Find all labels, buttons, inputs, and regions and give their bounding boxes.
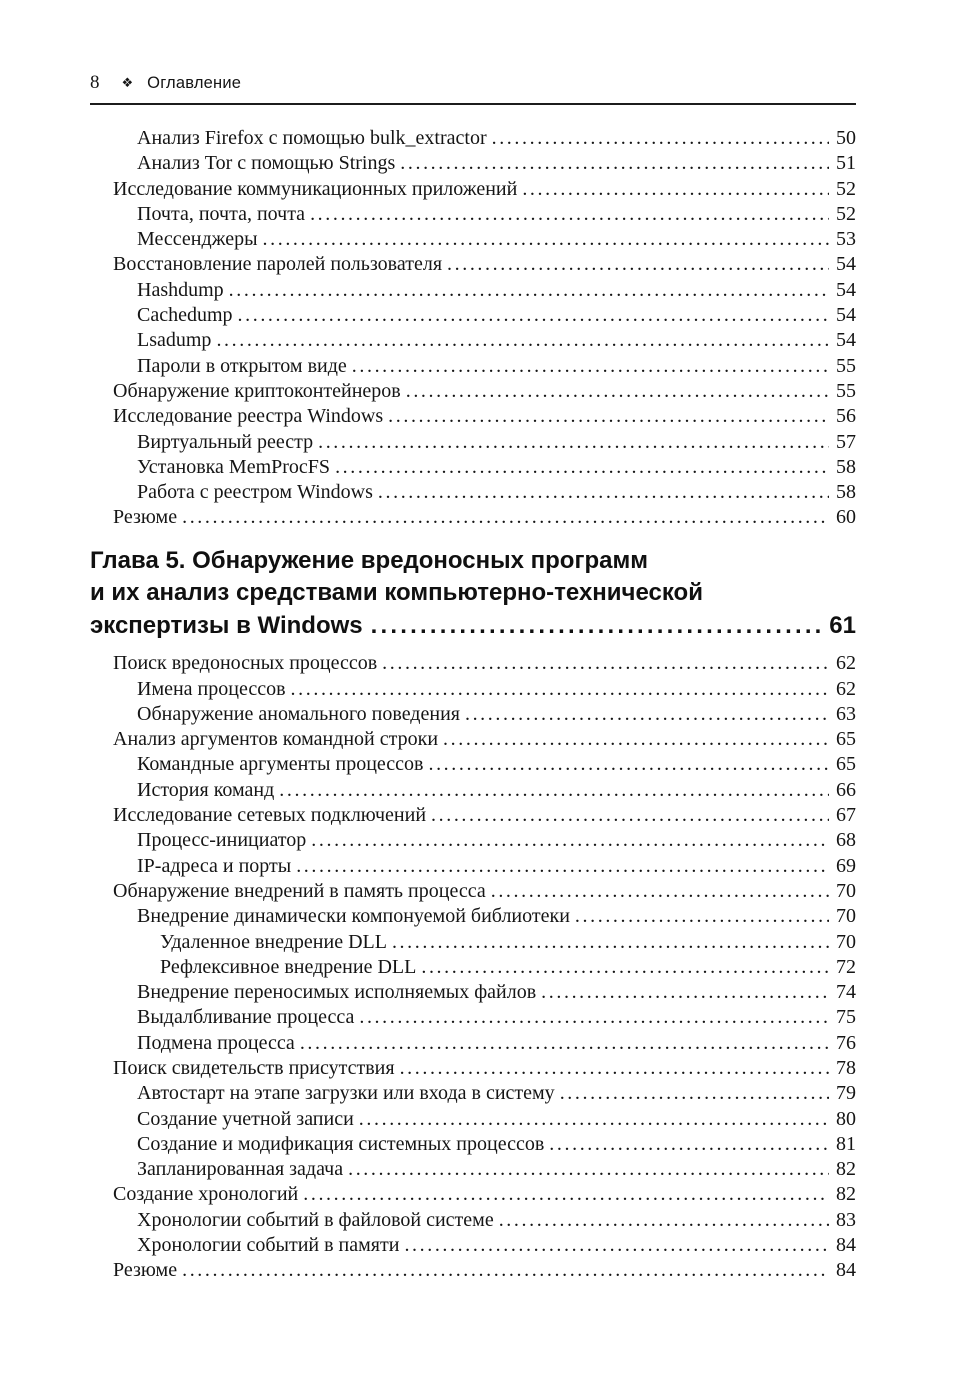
toc-entry-page: 70 <box>836 905 856 928</box>
toc-entry-label: Хронологии событий в памяти <box>137 1234 400 1257</box>
toc-entry-page: 74 <box>836 981 856 1004</box>
toc-entry <box>90 702 856 727</box>
chapter-heading-line: Глава 5. Обнаружение вредоносных программ <box>90 546 648 574</box>
toc-entry <box>90 778 856 803</box>
toc-entry-label: Имена процессов <box>137 677 286 700</box>
chapter-heading-label: экспертизы в Windows <box>90 611 363 639</box>
toc-entry-page: 83 <box>836 1208 856 1231</box>
toc-entry-page: 80 <box>836 1107 856 1130</box>
toc-entry <box>90 727 856 752</box>
toc-entry <box>90 303 856 328</box>
dot-leader <box>378 480 829 500</box>
toc-entry-page: 72 <box>836 955 856 978</box>
toc-entry-label: Рефлексивное внедрение DLL <box>160 955 417 978</box>
toc-entry-label: Поиск свидетельств присутствия <box>113 1057 395 1079</box>
toc-entry <box>90 404 856 429</box>
toc-entry <box>90 1005 856 1030</box>
dot-leader <box>296 854 829 874</box>
dot-leader <box>303 1182 829 1202</box>
toc-entry <box>90 227 856 252</box>
toc-entry-page: 63 <box>836 702 856 725</box>
toc-entry-page: 56 <box>836 405 856 428</box>
toc-entry-label: Хронологии событий в файловой системе <box>137 1208 494 1231</box>
dot-leader <box>447 252 829 272</box>
toc-entry-label: Резюме <box>113 1259 178 1282</box>
toc-entry <box>90 1107 856 1132</box>
toc-entry-label: Обнаружение внедрений в память процесса <box>113 879 486 902</box>
dot-leader <box>392 930 829 950</box>
toc-entry-page: 57 <box>836 430 856 453</box>
toc-entry <box>90 1182 856 1207</box>
toc-entry-page: 82 <box>836 1183 856 1206</box>
toc-entry <box>90 1233 856 1258</box>
dot-leader <box>182 505 829 525</box>
toc-entry-page: 84 <box>836 1259 856 1282</box>
dot-leader <box>359 1107 829 1127</box>
toc-entry-page: 58 <box>836 455 856 478</box>
toc-entry <box>90 879 856 904</box>
toc-entry-label: Исследование сетевых подключений <box>113 804 427 827</box>
toc-entry-label: Работа с реестром Windows <box>137 481 373 504</box>
toc-entry <box>90 1258 856 1283</box>
dot-leader <box>431 803 829 823</box>
toc-section-2 <box>90 651 856 1283</box>
toc-entry-page: 55 <box>836 354 856 377</box>
toc-entry-label: Cachedump <box>137 304 233 327</box>
toc-entry-label: Обнаружение аномального поведения <box>137 702 460 725</box>
dot-leader <box>279 778 829 798</box>
toc-entry-label: Пароли в открытом виде <box>137 354 347 377</box>
toc-entry-label: Анализ Firefox с помощью bulk_extractor <box>137 127 487 149</box>
toc-entry <box>90 1208 856 1233</box>
toc-entry <box>90 904 856 929</box>
toc-entry-page: 84 <box>836 1234 856 1257</box>
toc-section-1 <box>90 126 856 531</box>
toc-entry <box>90 430 856 455</box>
toc-entry-page: 50 <box>836 127 856 149</box>
dot-leader <box>560 1081 829 1101</box>
toc-entry-page: 58 <box>836 481 856 504</box>
toc-entry <box>90 980 856 1005</box>
toc-entry-page: 68 <box>836 829 856 852</box>
toc-entry <box>90 505 856 530</box>
toc-entry <box>90 1081 856 1106</box>
toc-entry <box>90 379 856 404</box>
dot-leader <box>263 227 829 247</box>
toc-entry-page: 62 <box>836 677 856 700</box>
toc-entry <box>90 1031 856 1056</box>
dot-leader <box>400 151 829 171</box>
toc-entry-label: Обнаружение криптоконтейнеров <box>113 379 401 402</box>
toc-entry <box>90 651 856 676</box>
toc-entry-page: 67 <box>836 804 856 827</box>
dot-leader <box>388 404 829 424</box>
dot-leader <box>318 430 829 450</box>
diamond-icon: ❖ <box>121 75 134 90</box>
running-head-title: Оглавление <box>147 74 242 92</box>
toc-entry-page: 65 <box>836 753 856 776</box>
toc-entry-label: Удаленное внедрение DLL <box>160 930 387 953</box>
toc-entry-page: 78 <box>836 1057 856 1079</box>
toc-entry <box>90 177 856 202</box>
toc-entry-label: Внедрение динамически компонуемой библиотеки <box>137 905 570 928</box>
running-head <box>90 72 856 105</box>
toc-entry <box>90 854 856 879</box>
dot-leader <box>428 752 829 772</box>
toc-entry <box>90 480 856 505</box>
toc-entry-page: 70 <box>836 930 856 953</box>
page-number: 8 <box>90 72 100 93</box>
toc-entry <box>90 354 856 379</box>
toc-entry-page: 54 <box>836 329 856 352</box>
toc-entry-label: IP-адреса и порты <box>137 854 292 877</box>
toc-entry-page: 79 <box>836 1082 856 1105</box>
toc-entry-label: Виртуальный реестр <box>137 430 314 453</box>
dot-leader <box>404 1233 829 1253</box>
toc-entry <box>90 126 856 151</box>
toc-entry <box>90 1157 856 1182</box>
toc-entry-page: 54 <box>836 278 856 301</box>
toc-entry-page: 75 <box>836 1006 856 1029</box>
toc-entry <box>90 151 856 176</box>
toc-entry <box>90 202 856 227</box>
toc-entry-page: 51 <box>836 152 856 175</box>
toc-entry-page: 81 <box>836 1132 856 1155</box>
toc-entry-label: Автостарт на этапе загрузки или входа в систему <box>137 1082 555 1105</box>
toc-entry-label: Выдалбливание процесса <box>137 1006 355 1029</box>
toc-entry-label: Анализ аргументов командной строки <box>113 728 439 751</box>
toc-entry <box>90 930 856 955</box>
toc-entry <box>90 1132 856 1157</box>
dot-leader <box>499 1208 829 1228</box>
dot-leader <box>359 1005 829 1025</box>
toc-entry-label: Командные аргументы процессов <box>137 753 424 776</box>
dot-leader <box>492 126 829 146</box>
toc-entry-page: 76 <box>836 1031 856 1054</box>
toc-entry-label: Запланированная задача <box>137 1158 344 1181</box>
toc-entry <box>90 328 856 353</box>
dot-leader <box>216 328 829 348</box>
toc-entry-page: 66 <box>836 778 856 801</box>
dot-leader <box>522 177 829 197</box>
toc-entry-page: 52 <box>836 202 856 225</box>
toc-entry-label: Создание учетной записи <box>137 1107 354 1130</box>
toc-entry-label: Поиск вредоносных процессов <box>113 652 378 675</box>
dot-leader <box>382 651 829 671</box>
dot-leader <box>421 955 829 975</box>
toc-entry-page: 54 <box>836 304 856 327</box>
toc-entry-label: Исследование коммуникационных приложений <box>113 177 518 200</box>
toc-entry-label: История команд <box>137 778 275 801</box>
toc-entry <box>90 955 856 980</box>
toc-entry <box>90 752 856 777</box>
dot-leader <box>229 278 829 298</box>
toc-entry <box>90 803 856 828</box>
toc-entry-label: Процесс-инициатор <box>137 829 307 852</box>
chapter-heading-line <box>90 610 856 643</box>
toc-entry-label: Создание хронологий <box>113 1183 299 1206</box>
toc-entry <box>90 455 856 480</box>
toc-entry-label: Lsadump <box>137 329 212 352</box>
toc-entry-page: 69 <box>836 854 856 877</box>
dot-leader <box>400 1056 829 1076</box>
dot-leader <box>348 1157 829 1177</box>
toc-entry-page: 54 <box>836 253 856 276</box>
toc-entry-page: 55 <box>836 379 856 402</box>
chapter-page-number: 61 <box>829 611 856 639</box>
dot-leader <box>182 1258 829 1278</box>
toc-entry <box>90 677 856 702</box>
toc-entry-label: Установка MemProcFS <box>137 455 331 478</box>
dot-leader <box>335 455 829 475</box>
toc-entry-page: 82 <box>836 1158 856 1181</box>
toc-entry-label: Почта, почта, почта <box>137 202 306 225</box>
toc-entry-label: Исследование реестра Windows <box>113 405 384 428</box>
toc-entry-label: Восстановление паролей пользователя <box>113 253 443 276</box>
chapter-heading <box>90 545 856 643</box>
toc-entry-page: 52 <box>836 177 856 200</box>
toc-entry-label: Hashdump <box>137 278 224 301</box>
dot-leader <box>311 828 829 848</box>
dot-leader <box>541 980 829 1000</box>
dot-leader <box>549 1132 829 1152</box>
dot-leader <box>575 904 829 924</box>
dot-leader <box>238 303 829 323</box>
dot-leader <box>371 610 826 634</box>
dot-leader <box>406 379 829 399</box>
dot-leader <box>465 702 829 722</box>
dot-leader <box>300 1031 829 1051</box>
toc-entry <box>90 278 856 303</box>
dot-leader <box>352 354 829 374</box>
toc-entry <box>90 252 856 277</box>
toc-entry-label: Анализ Tor с помощью Strings <box>137 152 396 175</box>
dot-leader <box>443 727 829 747</box>
toc-entry-page: 65 <box>836 728 856 751</box>
toc-entry-page: 53 <box>836 228 856 251</box>
dot-leader <box>491 879 829 899</box>
toc-entry-label: Создание и модификация системных процессов <box>137 1132 545 1155</box>
toc-entry-label: Мессенджеры <box>137 228 258 251</box>
toc-entry-page: 60 <box>836 506 856 529</box>
dot-leader <box>310 202 829 222</box>
toc-entry-label: Внедрение переносимых исполняемых файлов <box>137 981 537 1004</box>
dot-leader <box>291 677 829 697</box>
toc-entry <box>90 1056 856 1081</box>
toc-entry-page: 70 <box>836 879 856 902</box>
toc-entry-label: Резюме <box>113 506 178 529</box>
toc-entry <box>90 828 856 853</box>
toc-entry-label: Подмена процесса <box>137 1031 295 1054</box>
toc-entry-page: 62 <box>836 652 856 675</box>
chapter-heading-line: и их анализ средствами компьютерно-технической <box>90 579 703 607</box>
